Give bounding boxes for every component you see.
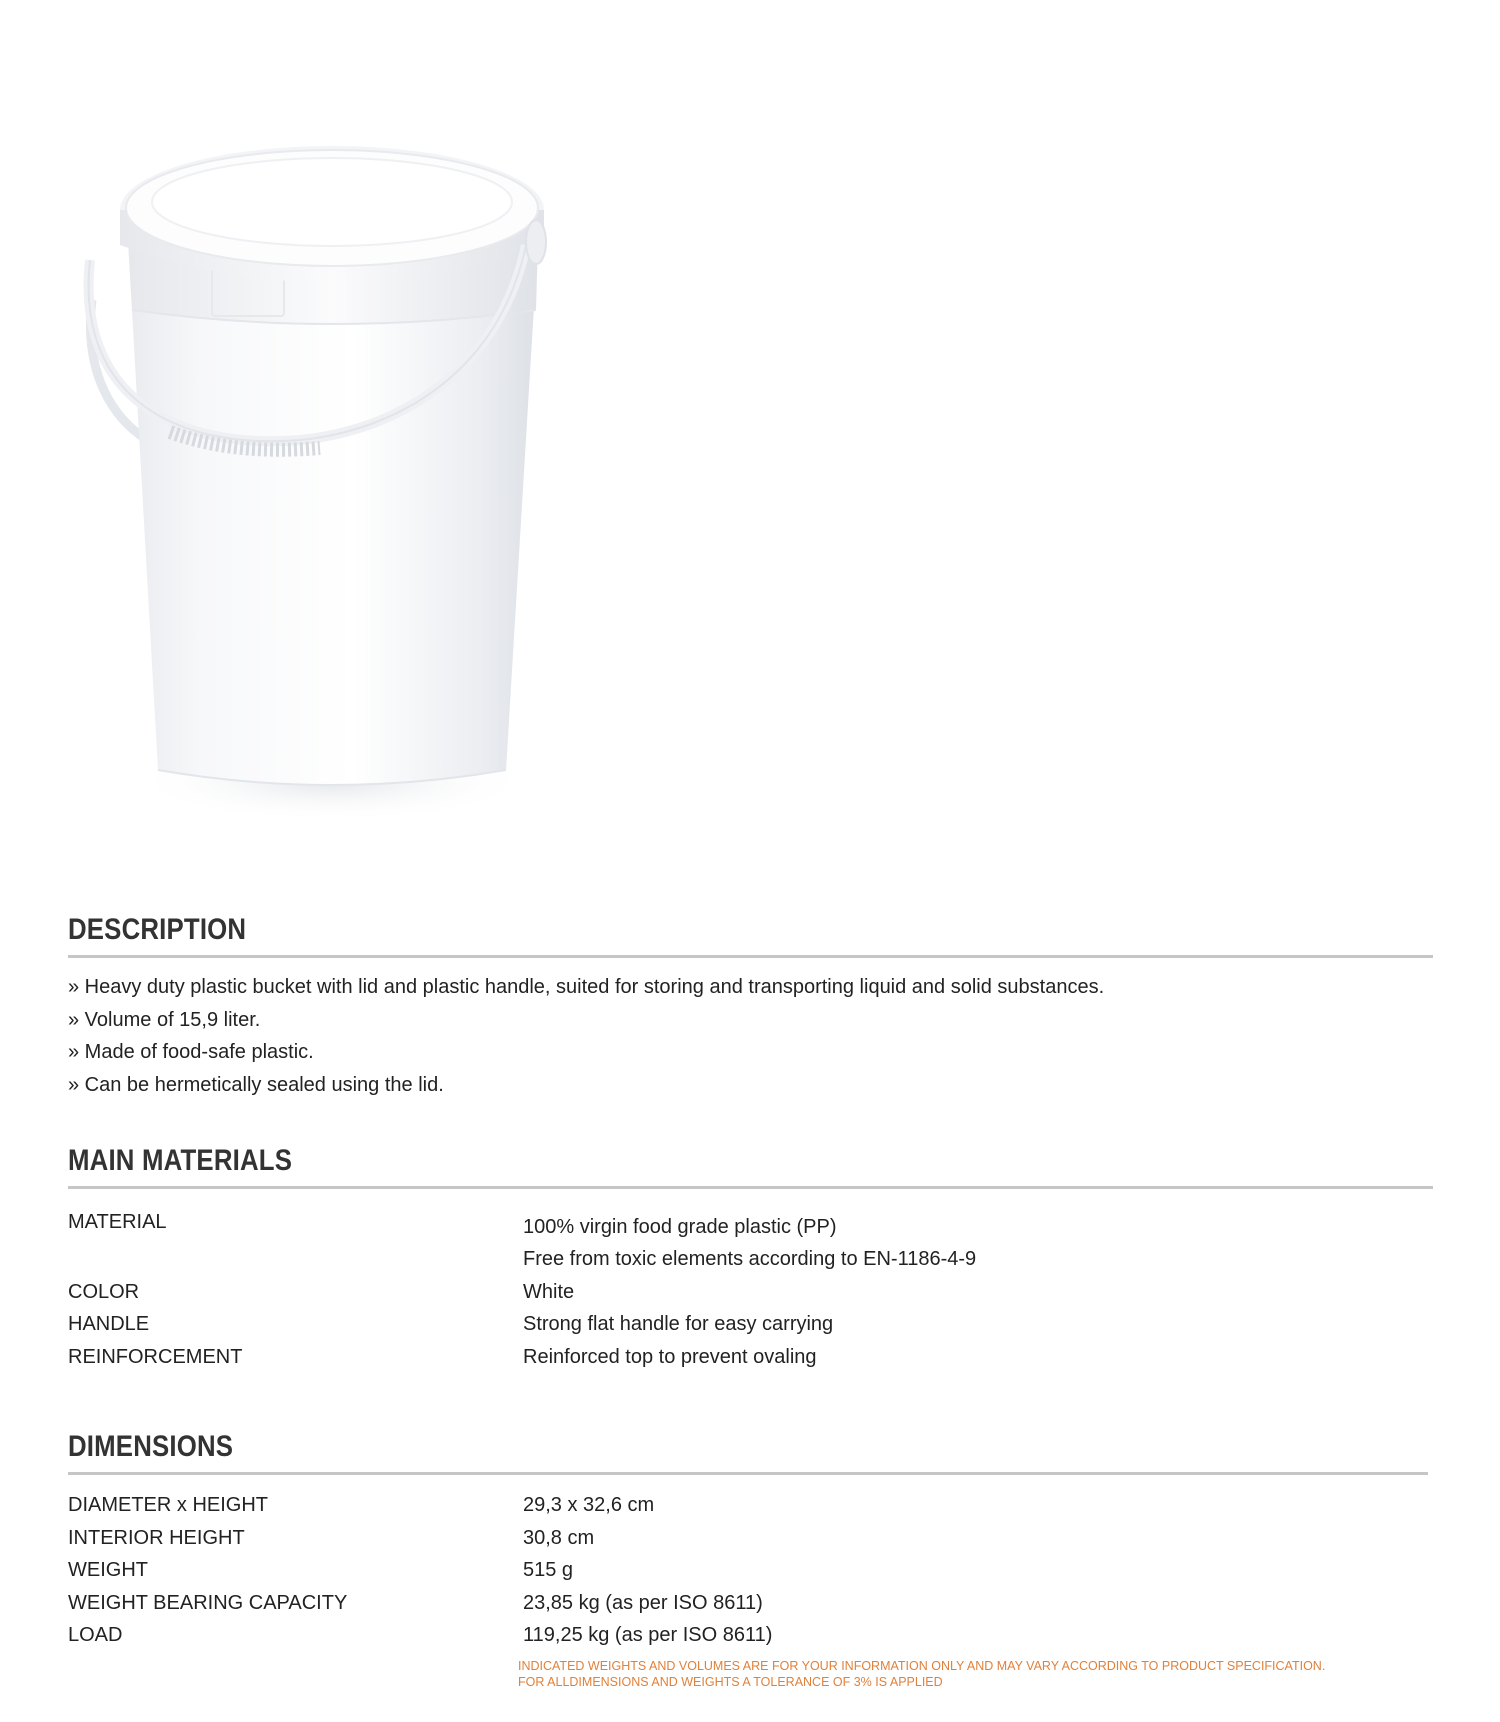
description-list bbox=[68, 971, 1104, 1101]
spec-value-handle: Strong flat handle for easy carrying bbox=[523, 1313, 834, 1335]
disclaimer-line: FOR ALLDIMENSIONS AND WEIGHTS A TOLERANCE OF 3% IS APPLIED bbox=[518, 1675, 943, 1689]
section-divider bbox=[68, 1472, 1428, 1475]
spec-value-weight-bearing-capacity: 23,85 kg (as per ISO 8611) bbox=[523, 1592, 763, 1614]
spec-value-load: 119,25 kg (as per ISO 8611) bbox=[523, 1624, 773, 1646]
spec-label-weight-bearing-capacity: WEIGHT BEARING CAPACITY bbox=[68, 1592, 348, 1614]
section-title-dimensions: DIMENSIONS bbox=[68, 1430, 234, 1463]
list-item: » Volume of 15,9 liter. bbox=[68, 1008, 261, 1031]
spec-label-diameter-height: DIAMETER x HEIGHT bbox=[68, 1494, 269, 1516]
product-image bbox=[70, 70, 590, 860]
spec-label-reinforcement: REINFORCEMENT bbox=[68, 1346, 243, 1368]
list-item: » Made of food-safe plastic. bbox=[68, 1041, 314, 1063]
disclaimer-line: INDICATED WEIGHTS AND VOLUMES ARE FOR YOUR INFORMATION ONLY AND MAY VARY ACCORDING TO PRODUCT SPECIFICATION. bbox=[518, 1659, 1326, 1673]
spec-value-interior-height: 30,8 cm bbox=[523, 1527, 595, 1549]
spec-value-reinforcement: Reinforced top to prevent ovaling bbox=[523, 1346, 817, 1368]
section-divider bbox=[68, 1186, 1433, 1189]
spec-label-weight: WEIGHT bbox=[68, 1559, 148, 1581]
spec-value-material-detail: Free from toxic elements according to EN-1186-4-9 bbox=[523, 1248, 977, 1270]
section-divider bbox=[68, 955, 1433, 958]
spec-label-color: COLOR bbox=[68, 1281, 140, 1303]
spec-label-load: LOAD bbox=[68, 1624, 123, 1646]
spec-value-material: 100% virgin food grade plastic (PP) bbox=[523, 1216, 837, 1238]
spec-label-handle: HANDLE bbox=[68, 1313, 150, 1335]
spec-label-interior-height: INTERIOR HEIGHT bbox=[68, 1527, 245, 1549]
section-title-materials: MAIN MATERIALS bbox=[68, 1144, 293, 1177]
list-item: » Can be hermetically sealed using the lid. bbox=[68, 1073, 444, 1096]
spec-label-material: MATERIAL bbox=[68, 1211, 167, 1233]
bucket-icon bbox=[70, 70, 590, 860]
spec-value-diameter-height: 29,3 x 32,6 cm bbox=[523, 1494, 655, 1516]
list-item: » Heavy duty plastic bucket with lid and plastic handle, suited for storing and transporting liquid and solid substances. bbox=[68, 976, 1105, 998]
spec-value-weight: 515 g bbox=[523, 1559, 574, 1581]
spec-value-color: White bbox=[523, 1281, 575, 1303]
disclaimer bbox=[518, 1658, 1325, 1690]
section-title-description: DESCRIPTION bbox=[68, 913, 247, 946]
